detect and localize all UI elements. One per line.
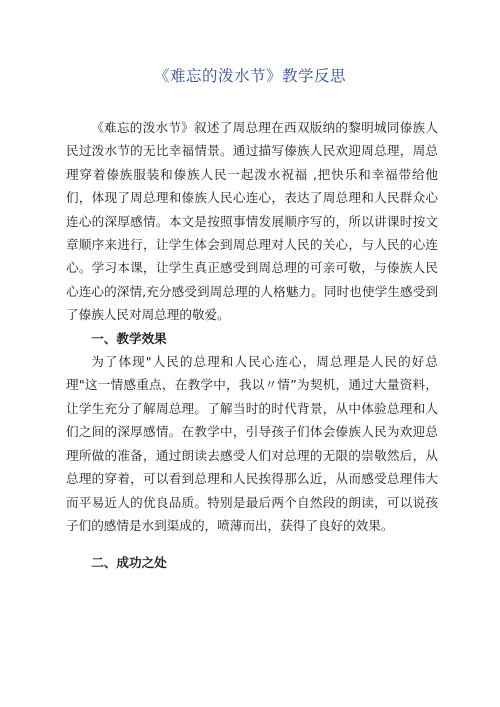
section-heading-successes: 二、成功之处 <box>91 555 167 571</box>
document-title: 《难忘的泼水节》教学反思 <box>153 67 346 85</box>
intro-paragraph: 《难忘的泼水节》叙述了周总理在西双版纳的黎明城同傣族人民过泼水节的无比幸福情景。通过描写傣族人民欢迎周总理，周总理穿着傣族服装和傣族人民一起泼水祝福 ,把快乐和幸福带给他们，体现了周总理和傣族人民心连心，表达了周总理和人民群众心连心的深厚感情。本文是按照事情发展顺序写的，所以讲课时按文章顺序来进行，让学生体会到周总理对人民的关心，与人民的心连心。学习本课，让学生真正感受到周总理的可亲可敬，与傣族人民心连心的深情,充分感受到周总理的人格魅力。同时也使学生感受到了傣族人民对周总理的敬爱。 <box>66 120 438 323</box>
section-paragraph-teaching-effect: 为了体现"人民的总理和人民心连心，周总理是人民的好总理"这一情感重点，在教学中，我以〃情”为契机，通过大量资料，让学生充分了解周总理。了解当时的时代背景，从中体验总理和人们之间的深厚感情。在教学中，引导孩子们体会傣族人民为欢迎总理所做的准备，通过朗读去感受人们对总理的无限的崇敬然后，从总理的穿着，可以看到总理和人民挨得那么近，从而感受总理伟大而平易近人的优良品质。特别是最后两个自然段的朗读，可以说孩子们的感情是水到渠成的，喷薄而出，获得了良好的效果。 <box>66 354 438 533</box>
document-body <box>66 116 438 575</box>
section-heading-teaching-effect: 一、教学效果 <box>91 330 167 346</box>
